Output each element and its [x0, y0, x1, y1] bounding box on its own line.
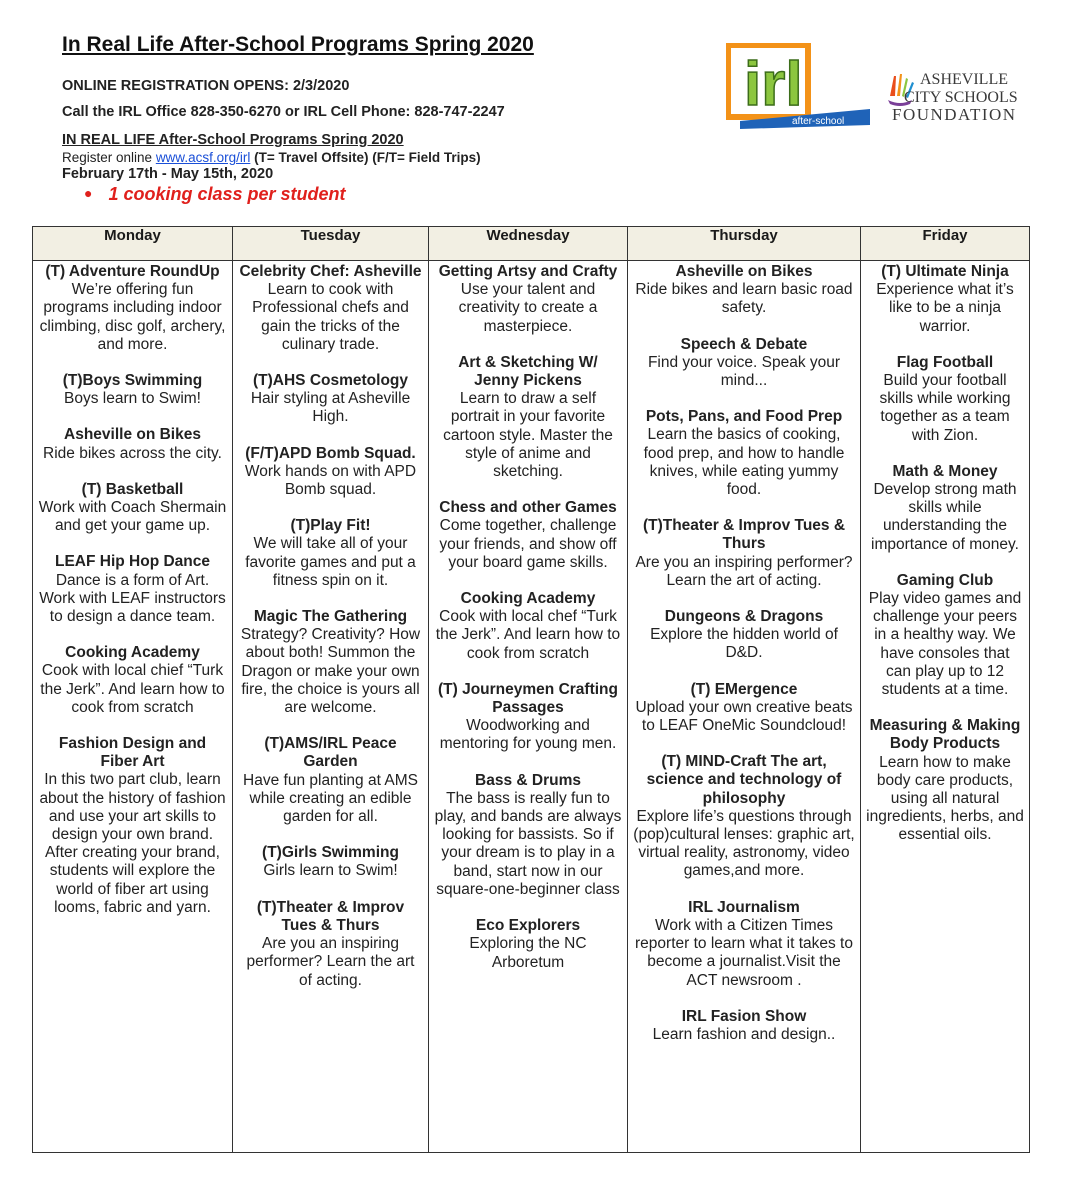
schedule-table — [32, 226, 1030, 1153]
day-header: Friday — [861, 227, 1029, 261]
program-item — [434, 772, 622, 899]
program-title: (T) EMergence — [690, 680, 798, 698]
program-title: (T) Adventure RoundUp — [45, 263, 220, 280]
cooking-note — [84, 184, 346, 205]
program-item — [38, 553, 227, 626]
program-title: Measuring & Making Body Products — [869, 717, 1021, 753]
program-item — [238, 445, 423, 500]
program-item — [633, 517, 855, 590]
program-item — [434, 354, 622, 481]
program-item — [238, 899, 423, 990]
program-title: Bass & Drums — [475, 771, 581, 789]
program-description: Experience what it’s like to be a ninja warrior. — [876, 281, 1014, 335]
program-title: (T) Ultimate Ninja — [881, 263, 1009, 280]
day-column-tuesday — [232, 227, 428, 1152]
program-title: (T)AMS/IRL Peace Garden — [264, 735, 397, 771]
program-description: Learn to cook with Professional chefs and gain the tricks of the culinary trade. — [252, 281, 409, 353]
program-title: Math & Money — [892, 462, 998, 480]
program-item — [633, 608, 855, 663]
program-item — [434, 499, 622, 572]
program-item — [866, 463, 1024, 554]
program-title: Dungeons & Dragons — [664, 608, 824, 626]
day-column-friday — [860, 227, 1029, 1152]
program-description: Learn the basics of cooking, food prep, and how to handle knives, while eating yummy food. — [643, 426, 845, 499]
program-description: We will take all of your favorite games and put a fitness spin on it. — [245, 535, 416, 589]
program-description: Hair styling at Asheville High. — [250, 390, 411, 426]
program-description: Learn fashion and design.. — [652, 1025, 836, 1043]
program-title: (T) MIND-Craft The art, science and technology of philosophy — [646, 753, 842, 807]
program-dates: February 17th - May 15th, 2020 — [62, 166, 274, 182]
program-description: Girls learn to Swim! — [263, 862, 398, 880]
program-item — [38, 426, 227, 462]
day-header: Tuesday — [233, 227, 428, 261]
program-description: Build your football skills while working together as a team with Zion. — [879, 372, 1011, 444]
program-description: Come together, challenge your friends, and show off your board game skills. — [439, 517, 617, 571]
program-item — [866, 263, 1024, 336]
program-item — [38, 735, 227, 917]
program-item — [633, 1008, 855, 1044]
program-title: IRL Fasion Show — [681, 1007, 807, 1025]
program-title: Getting Artsy and Crafty — [438, 263, 618, 280]
program-item — [633, 899, 855, 990]
program-item — [434, 917, 622, 972]
day-header: Monday — [33, 227, 232, 261]
program-item — [38, 263, 227, 354]
day-column-thursday — [627, 227, 860, 1152]
program-description: Work with a Citizen Times reporter to learn what it takes to become a journalist.Visit the ACT newsroom . — [635, 916, 853, 989]
program-item — [633, 336, 855, 391]
irl-logo-text: irl — [744, 50, 803, 119]
program-item — [434, 681, 622, 754]
subtitle: IN REAL LIFE After-School Programs Spring 2020 — [62, 132, 404, 148]
program-title: Asheville on Bikes — [675, 263, 813, 280]
program-item — [38, 481, 227, 536]
day-header: Thursday — [628, 227, 860, 261]
program-item — [866, 354, 1024, 445]
program-item — [633, 753, 855, 880]
program-title: (T)AHS Cosmetology — [253, 372, 408, 390]
day-programs — [429, 261, 627, 972]
program-item — [866, 572, 1024, 699]
program-item — [38, 372, 227, 408]
program-item — [866, 717, 1024, 844]
program-description: Cook with local chef “Turk the Jerk”. And learn how to cook from scratch — [435, 608, 621, 662]
register-legend: (T= Travel Offsite) (F/T= Field Trips) — [250, 150, 481, 165]
day-programs — [628, 261, 860, 1044]
program-description: Explore the hidden world of D&D. — [650, 626, 838, 662]
phone-line: Call the IRL Office 828-350-6270 or IRL Cell Phone: 828-747-2247 — [62, 104, 505, 120]
program-item — [238, 517, 423, 590]
program-description: Find your voice. Speak your mind... — [647, 353, 841, 390]
cooking-note-text: 1 cooking class per student — [108, 184, 346, 204]
program-description: Dance is a form of Art. Work with LEAF instructors to design a dance team. — [39, 571, 226, 626]
program-title: Speech & Debate — [680, 335, 808, 353]
program-title: Flag Football — [896, 353, 994, 371]
program-item — [238, 735, 423, 826]
program-title: Asheville on Bikes — [64, 426, 201, 444]
program-title: (T)Theater & Improv Tues & Thurs — [256, 898, 405, 934]
program-title: Cooking Academy — [460, 590, 596, 608]
program-title: Celebrity Chef: Asheville — [239, 263, 422, 280]
program-title: Cooking Academy — [65, 644, 200, 662]
program-description: Have fun planting at AMS while creating an edible garden for all. — [243, 771, 418, 826]
program-description: Boys learn to Swim! — [64, 390, 201, 408]
program-title: LEAF Hip Hop Dance — [54, 553, 210, 571]
program-description: Strategy? Creativity? How about both! Summon the Dragon or make your own fire, the choice is yours all are welcome. — [240, 626, 421, 717]
program-description: Work hands on with APD Bomb squad. — [244, 462, 417, 499]
program-title: Fashion Design and Fiber Art — [58, 735, 207, 771]
acsf-line2: CITY SCHOOLS — [904, 89, 1018, 106]
acsf-line1: ASHEVILLE — [920, 71, 1008, 88]
program-description: Ride bikes across the city. — [43, 444, 222, 462]
program-item — [238, 372, 423, 427]
register-prefix: Register online — [62, 150, 156, 165]
program-title: (T)Girls Swimming — [262, 844, 399, 862]
acsf-logo — [886, 66, 1048, 124]
program-description: We’re offering fun programs including indoor climbing, disc golf, archery, and more. — [39, 281, 226, 353]
program-title: Pots, Pans, and Food Prep — [645, 408, 843, 426]
program-item — [633, 681, 855, 736]
program-item — [238, 263, 423, 354]
program-title: Magic The Gathering — [253, 608, 408, 626]
program-title: Gaming Club — [896, 571, 994, 589]
program-description: Play video games and challenge your peers in a healthy way. We have consoles that can play up to 12 students at a time. — [868, 590, 1022, 699]
program-description: Learn how to make body care products, using all natural ingredients, herbs, and essential oils. — [866, 753, 1024, 844]
program-item — [238, 844, 423, 880]
program-description: Develop strong math skills while understanding the importance of money. — [871, 481, 1019, 553]
program-description: Are you an inspiring performer? Learn the art of acting. — [246, 935, 415, 989]
program-description: Work with Coach Shermain and get your game up. — [38, 499, 227, 535]
program-description: Upload your own creative beats to LEAF OneMic Soundcloud! — [635, 698, 853, 735]
registration-date: ONLINE REGISTRATION OPENS: 2/3/2020 — [62, 78, 350, 94]
day-programs — [861, 261, 1029, 845]
program-description: Woodworking and mentoring for young men. — [439, 717, 617, 753]
program-item — [633, 408, 855, 499]
program-title: Eco Explorers — [475, 917, 581, 935]
program-title: (T)Play Fit! — [290, 517, 371, 535]
program-description: Use your talent and creativity to create a masterpiece. — [458, 281, 598, 335]
program-title: (F/T)APD Bomb Squad. — [245, 444, 416, 462]
bullet-icon: ● — [84, 185, 93, 201]
program-description: Ride bikes and learn basic road safety. — [635, 281, 853, 317]
irl-logo — [726, 43, 872, 129]
program-description: Are you an inspiring performer? Learn the art of acting. — [635, 553, 853, 589]
day-programs — [33, 261, 232, 917]
irl-logo-subtext: after-school — [792, 116, 845, 127]
register-line — [62, 150, 481, 165]
program-title: (T)Boys Swimming — [62, 372, 203, 390]
program-title: Art & Sketching W/ Jenny Pickens — [458, 353, 598, 390]
register-link[interactable]: www.acsf.org/irl — [155, 150, 251, 165]
program-title: (T) Basketball — [81, 480, 184, 498]
day-programs — [233, 261, 428, 990]
program-description: Exploring the NC Arboretum — [469, 935, 587, 971]
program-item — [434, 590, 622, 663]
day-header: Wednesday — [429, 227, 627, 261]
program-item — [633, 263, 855, 318]
program-item — [238, 608, 423, 717]
day-column-wednesday — [428, 227, 627, 1152]
program-description: Explore life’s questions through (pop)cultural lenses: graphic art, virtual reality, astronomy, video games,and more. — [633, 807, 855, 880]
day-column-monday — [33, 227, 232, 1152]
program-title: IRL Journalism — [688, 898, 800, 916]
program-description: In this two part club, learn about the history of fashion and use your art skills to design your own brand. After creating your brand, students will explore the world of fiber art using looms, fabric and yarn. — [39, 771, 226, 916]
program-description: Cook with local chief “Turk the Jerk”. And learn how to cook from scratch — [40, 662, 225, 716]
page-title: In Real Life After-School Programs Spring 2020 — [62, 33, 534, 56]
program-item — [38, 644, 227, 717]
program-description: The bass is really fun to play, and bands are always looking for bassists. So if your dream is to play in a band, start now in our square-one-beginner class — [434, 789, 622, 898]
program-item — [434, 263, 622, 336]
acsf-line3: FOUNDATION — [892, 105, 1017, 124]
program-description: Learn to draw a self portrait in your favorite cartoon style. Master the style of anime and sketching. — [443, 390, 613, 481]
program-title: Chess and other Games — [439, 499, 617, 517]
program-title: (T)Theater & Improv Tues & Thurs — [642, 517, 846, 553]
program-title: (T) Journeymen Crafting Passages — [438, 680, 618, 717]
